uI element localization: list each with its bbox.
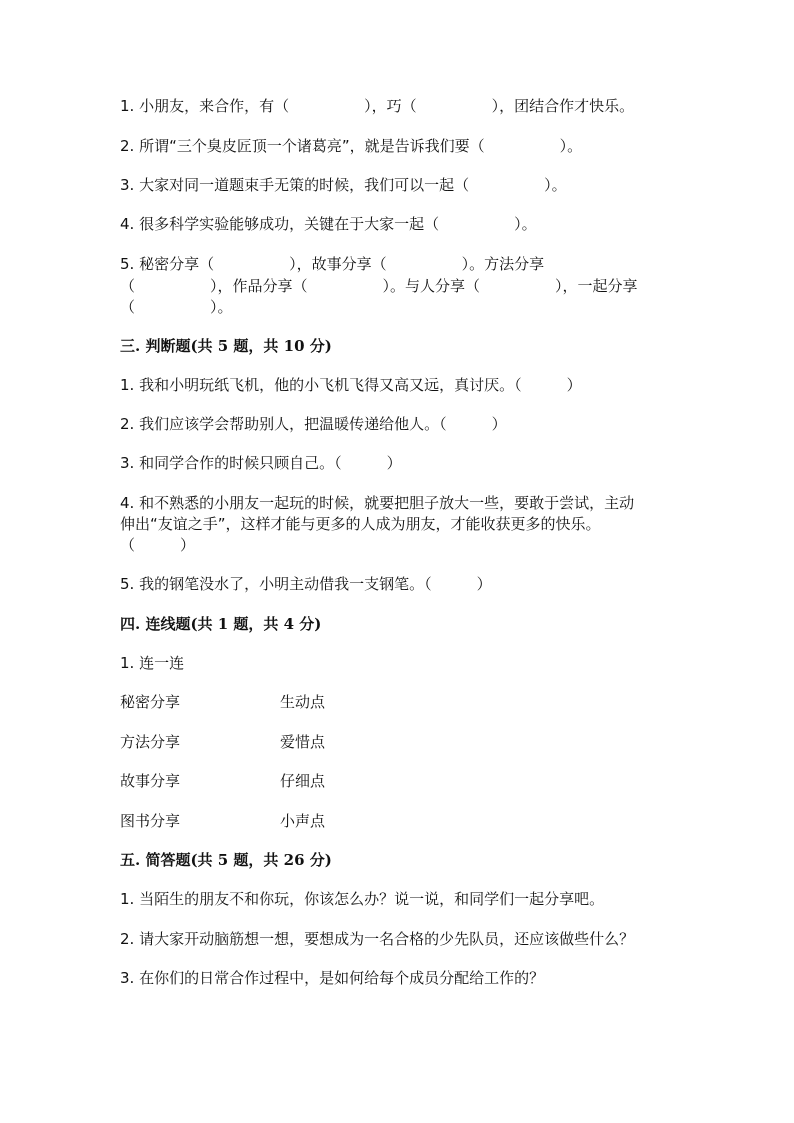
judgment-question-2: 2. 我们应该学会帮助别人，把温暖传递给他人。（ ） [120,415,507,433]
section-heading-short-answer: 五. 简答题(共 5 题，共 26 分) [120,851,332,869]
fill-in-question-5-line-1: 5. 秘密分享（ ），故事分享（ ）。方法分享 [120,255,545,273]
short-answer-question-3: 3. 在你们的日常合作过程中，是如何给每个成员分配给工作的？ [120,969,545,987]
matching-question: 1. 连一连 [120,654,185,672]
matching-left-item: 方法分享 [120,733,181,751]
fill-in-question-3: 3. 大家对同一道题束手无策的时候，我们可以一起（ ）。 [120,176,567,194]
section-heading-matching: 四. 连线题(共 1 题，共 4 分) [120,615,322,633]
fill-in-question-5-line-2: （ ），作品分享（ ）。与人分享（ ），一起分享 [120,277,638,295]
fill-in-question-5-line-3: （ ）。 [120,298,233,316]
matching-left-item: 图书分享 [120,812,181,830]
short-answer-question-1: 1. 当陌生的朋友不和你玩，你该怎么办？说一说，和同学们一起分享吧。 [120,890,605,908]
matching-right-item: 仔细点 [280,772,326,790]
judgment-question-4-line-3: （ ） [120,536,196,554]
fill-in-question-4: 4. 很多科学实验能够成功，关键在于大家一起（ ）。 [120,215,537,233]
judgment-question-1: 1. 我和小明玩纸飞机，他的小飞机飞得又高又远，真讨厌。（ ） [120,376,582,394]
matching-left-item: 秘密分享 [120,693,181,711]
judgment-question-5: 5. 我的钢笔没水了，小明主动借我一支钢笔。（ ） [120,575,492,593]
section-heading-judgment: 三. 判断题(共 5 题，共 10 分) [120,337,332,355]
judgment-question-4-line-1: 4. 和不熟悉的小朋友一起玩的时候，就要把胆子放大一些，要敢于尝试，主动 [120,494,635,512]
fill-in-question-1: 1. 小朋友，来合作，有（ ），巧（ ），团结合作才快乐。 [120,97,635,115]
short-answer-question-2: 2. 请大家开动脑筋想一想，要想成为一名合格的少先队员，还应该做些什么？ [120,930,635,948]
matching-right-item: 爱惜点 [280,733,326,751]
judgment-question-4-line-2: 伸出“友谊之手”，这样才能与更多的人成为朋友，才能收获更多的快乐。 [120,515,601,533]
fill-in-question-2: 2. 所谓“三个臭皮匠顶一个诸葛亮”，就是告诉我们要（ ）。 [120,137,583,155]
matching-left-item: 故事分享 [120,772,181,790]
matching-right-item: 小声点 [280,812,326,830]
judgment-question-3: 3. 和同学合作的时候只顾自己。（ ） [120,454,402,472]
matching-right-item: 生动点 [280,693,326,711]
